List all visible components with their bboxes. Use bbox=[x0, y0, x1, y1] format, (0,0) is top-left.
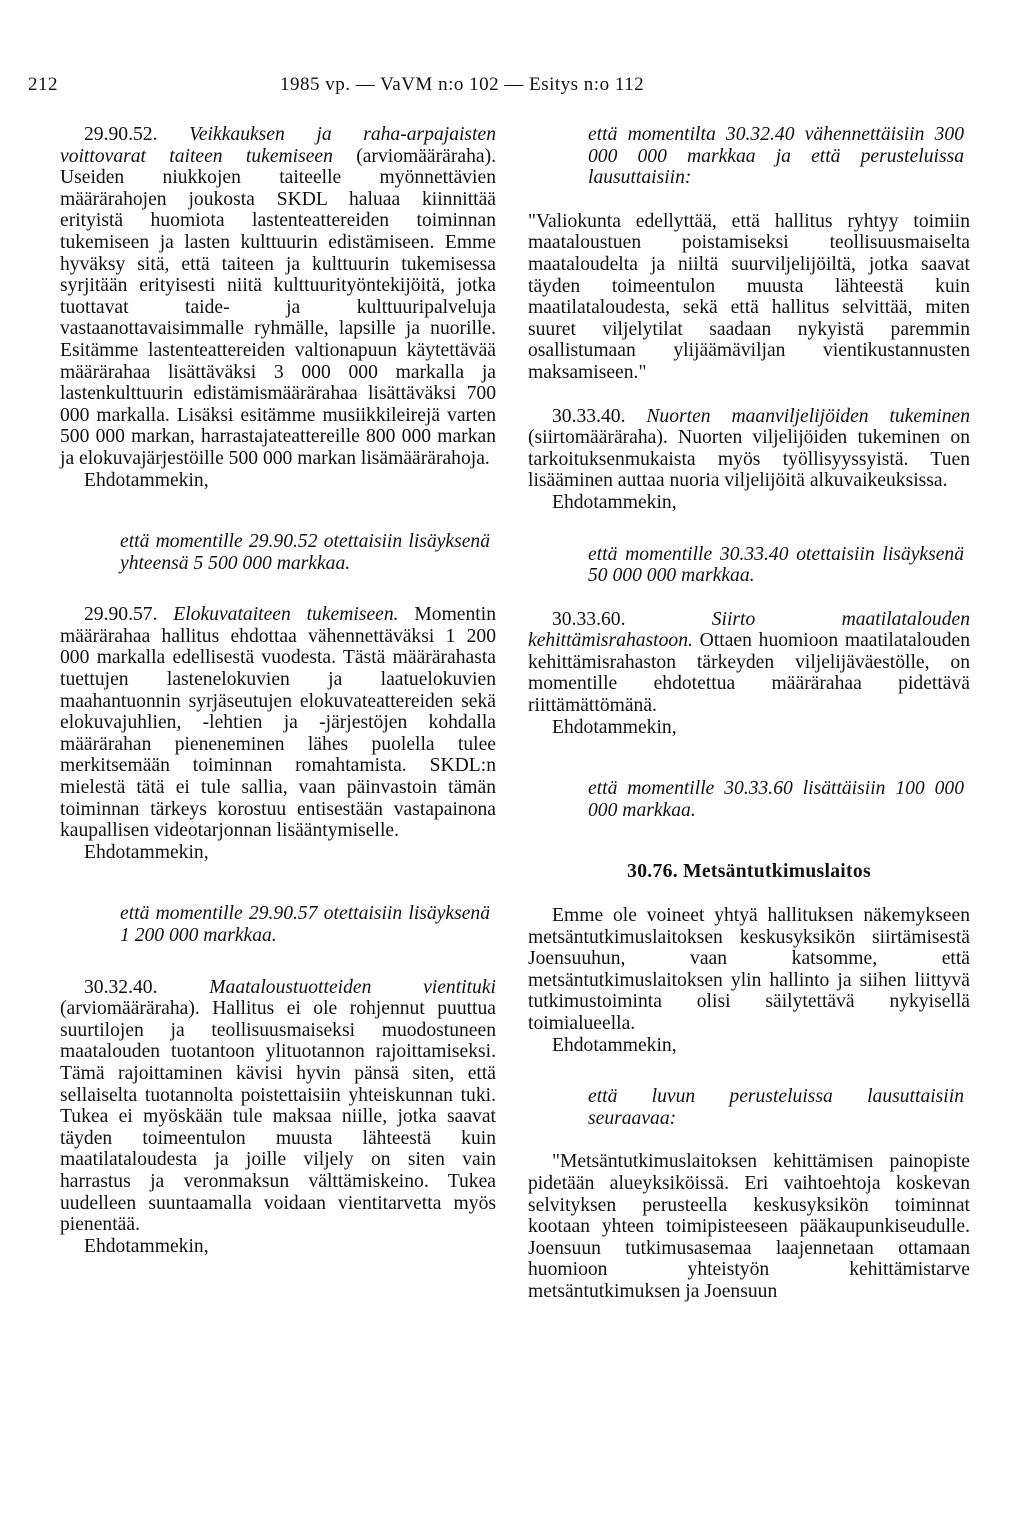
section-body: (arviomääräraha). Hallitus ei ole rohjennut puuttua suurtilojen ja teollisuusmaiseksi muodostuneen maatalouden tuotantoon ylituotannon rajoittamiseksi. Tämä rajoittaminen kävisi hyvin pänsä siten, että sellaiselta tuotannolta poistettaisiin yhteiskunnan tuki. Tukea ei myöskään tule maksaa niille, jotka saavat täyden toimeentulon muusta lähteestä kuin maatilataloudesta ja joille viljely on siten vain harrastus ja veronmaksun välttämiskeino. Tukea uudelleen suuntaamalla voidaan vientitarvetta myös pienentää. bbox=[60, 998, 496, 1236]
section-body: Ottaen huomioon maatilatalouden kehittämisrahaston tärkeyden viljelijäväestölle, on momentille ehdotettua määrärahaa pidettävä riittämättömänä. bbox=[528, 630, 970, 717]
proposal-intro: Ehdotammekin, bbox=[552, 716, 677, 738]
left-column bbox=[60, 124, 496, 1257]
proposal-30-33-60: että momentille 30.33.60 lisättäisiin 100 000 000 markkaa. bbox=[588, 778, 964, 821]
section-29-90-52 bbox=[60, 124, 496, 470]
proposal-29-90-57: että momentille 29.90.57 otettaisiin lisäyksenä 1 200 000 markkaa. bbox=[120, 903, 490, 946]
section-number: 30.33.40. bbox=[552, 405, 647, 427]
proposal-30-76: että luvun perusteluissa lausuttaisiin seuraavaa: bbox=[588, 1086, 964, 1129]
section-30-33-60 bbox=[528, 609, 970, 717]
section-number: 29.90.52. bbox=[84, 124, 190, 145]
proposal-30-32-40: että momentilta 30.32.40 vähennettäisiin 300 000 000 markkaa ja että perusteluissa lausuttaisiin: bbox=[588, 124, 964, 189]
section-number: 30.33.60. bbox=[552, 608, 712, 630]
section-30-33-40 bbox=[528, 406, 970, 492]
proposal-intro: Ehdotammekin, bbox=[552, 1034, 677, 1056]
proposal-29-90-52: että momentille 29.90.52 otettaisiin lisäyksenä yhteensä 5 500 000 markkaa. bbox=[120, 531, 490, 574]
page-header bbox=[28, 74, 998, 104]
proposal-intro: Ehdotammekin, bbox=[84, 1235, 209, 1257]
section-body: (siirtomääräraha). Nuorten viljelijöiden tukeminen on tarkoituksenmukaista myös työllisyyssyistä. Tuen lisääminen auttaa nuoria viljelijöitä alkuvaikeuksissa. bbox=[528, 427, 970, 492]
chapter-heading: 30.76. Metsäntutkimuslaitos bbox=[627, 861, 871, 883]
section-number: 29.90.57. bbox=[84, 604, 174, 626]
right-column bbox=[528, 124, 970, 1303]
page-number: 212 bbox=[28, 74, 58, 95]
section-30-32-40 bbox=[60, 977, 496, 1236]
section-title: Veikkauksen ja raha-arpajaisten voittovarat taiteen tukemiseen bbox=[60, 124, 496, 167]
proposal-intro: Ehdotammekin, bbox=[552, 491, 677, 513]
section-body: (arviomääräraha). Useiden niukkojen taiteelle myönnettävien määrärahojen joukosta SKDL haluaa kiinnittää erityistä huomiota lastenteattereiden toiminnan tukemiseen ja lasten kulttuurin edistämiseen. Emme hyväksy sitä, että taiteen ja kulttuurin tukemisessa syrjitään erityisesti niitä kulttuurityöntekijöitä, jotka tuottavat taide- ja kulttuuripalveluja vastaanottavaisimmalle ryhmälle, lapsille ja nuorille. Esitämme lastenteattereiden valtionapuun käytettävää määrärahaa lisättäväksi 3 000 000 markalla ja lastenkulttuurin edistämismäärärahaa lisättäväksi 700 000 markalla. Lisäksi esitämme musiikkileirejä varten 500 000 markan, harrastajateattereille 800 000 markan ja elokuvajärjestöille 500 000 markan lisämäärärahoja. bbox=[60, 145, 496, 469]
section-29-90-57 bbox=[60, 604, 496, 842]
proposal-30-33-40: että momentille 30.33.40 otettaisiin lisäyksenä 50 000 000 markkaa. bbox=[588, 543, 964, 587]
section-number: 30.32.40. bbox=[84, 976, 210, 998]
quoted-statement: "Valiokunta edellyttää, että hallitus ryhtyy toimiin maataloustuen poistamiseksi teollisuusmaiselta maataloudelta ja niiltä suurviljelijöiltä, jotka saavat täyden toimeentulon muusta lähteestä kuin maatilataloudesta, sekä että hallitus selvittää, miten suuret viljelytilat saadaan nykyistä paremmin osallistumaan ylijäämäviljan vientikustannusten maksamiseen." bbox=[528, 210, 970, 383]
section-title: Nuorten maanviljelijöiden tukeminen bbox=[646, 405, 970, 427]
section-title: Elokuvataiteen tukemiseen. bbox=[173, 604, 399, 626]
quoted-statement: "Metsäntutkimuslaitoksen kehittämisen painopiste pidetään alueyksiköissä. Eri vaihtoehtoja koskevan selvityksen perusteella keskusyksikön toiminnat kootaan yhteen toimipisteeseen pääkaupunkiseudulle. Joensuun tutkimusasemaa laajennetaan ottamaan huomioon yhteistyön kehittämistarve metsäntutkimuksen ja Joensuun bbox=[528, 1151, 970, 1302]
section-title: Maataloustuotteiden vientituki bbox=[209, 976, 496, 998]
section-30-76-body: Emme ole voineet yhtyä hallituksen näkemykseen metsäntutkimuslaitoksen keskusyksikön siirtämisestä Joensuuhun, vaan katsomme, että metsäntutkimuslaitoksen ylin hallinto ja siihen liittyvä tutkimustoiminta olisi säilytettävä nykyisellä toimialueella. bbox=[528, 905, 970, 1034]
proposal-intro: Ehdotammekin, bbox=[84, 841, 209, 863]
proposal-intro: Ehdotammekin, bbox=[84, 469, 209, 491]
running-title: 1985 vp. — VaVM n:o 102 — Esitys n:o 112 bbox=[280, 74, 645, 95]
section-title: Siirto maatilatalouden kehittämisrahastoon. bbox=[528, 608, 971, 652]
section-body: Momentin määrärahaa hallitus ehdottaa vähennettäväksi 1 200 000 markalla edellisestä vuodesta. Tästä määrärahasta tuettujen lastenelokuvien ja laatuelokuvien maahantuonnin syrjäseutujen elokuvateattereiden sekä elokuvajuhlien, -lehtien ja -järjestöjen kohdalla määrärahan pieneneminen lähes puolella tulee merkitsemään toiminnan romahtamista. SKDL:n mielestä tätä ei tule sallia, vaan päinvastoin tämän toiminnan tärkeys korostuu entisestään vastapainona kaupallisen videotarjonnan lisääntymiselle. bbox=[60, 604, 496, 842]
